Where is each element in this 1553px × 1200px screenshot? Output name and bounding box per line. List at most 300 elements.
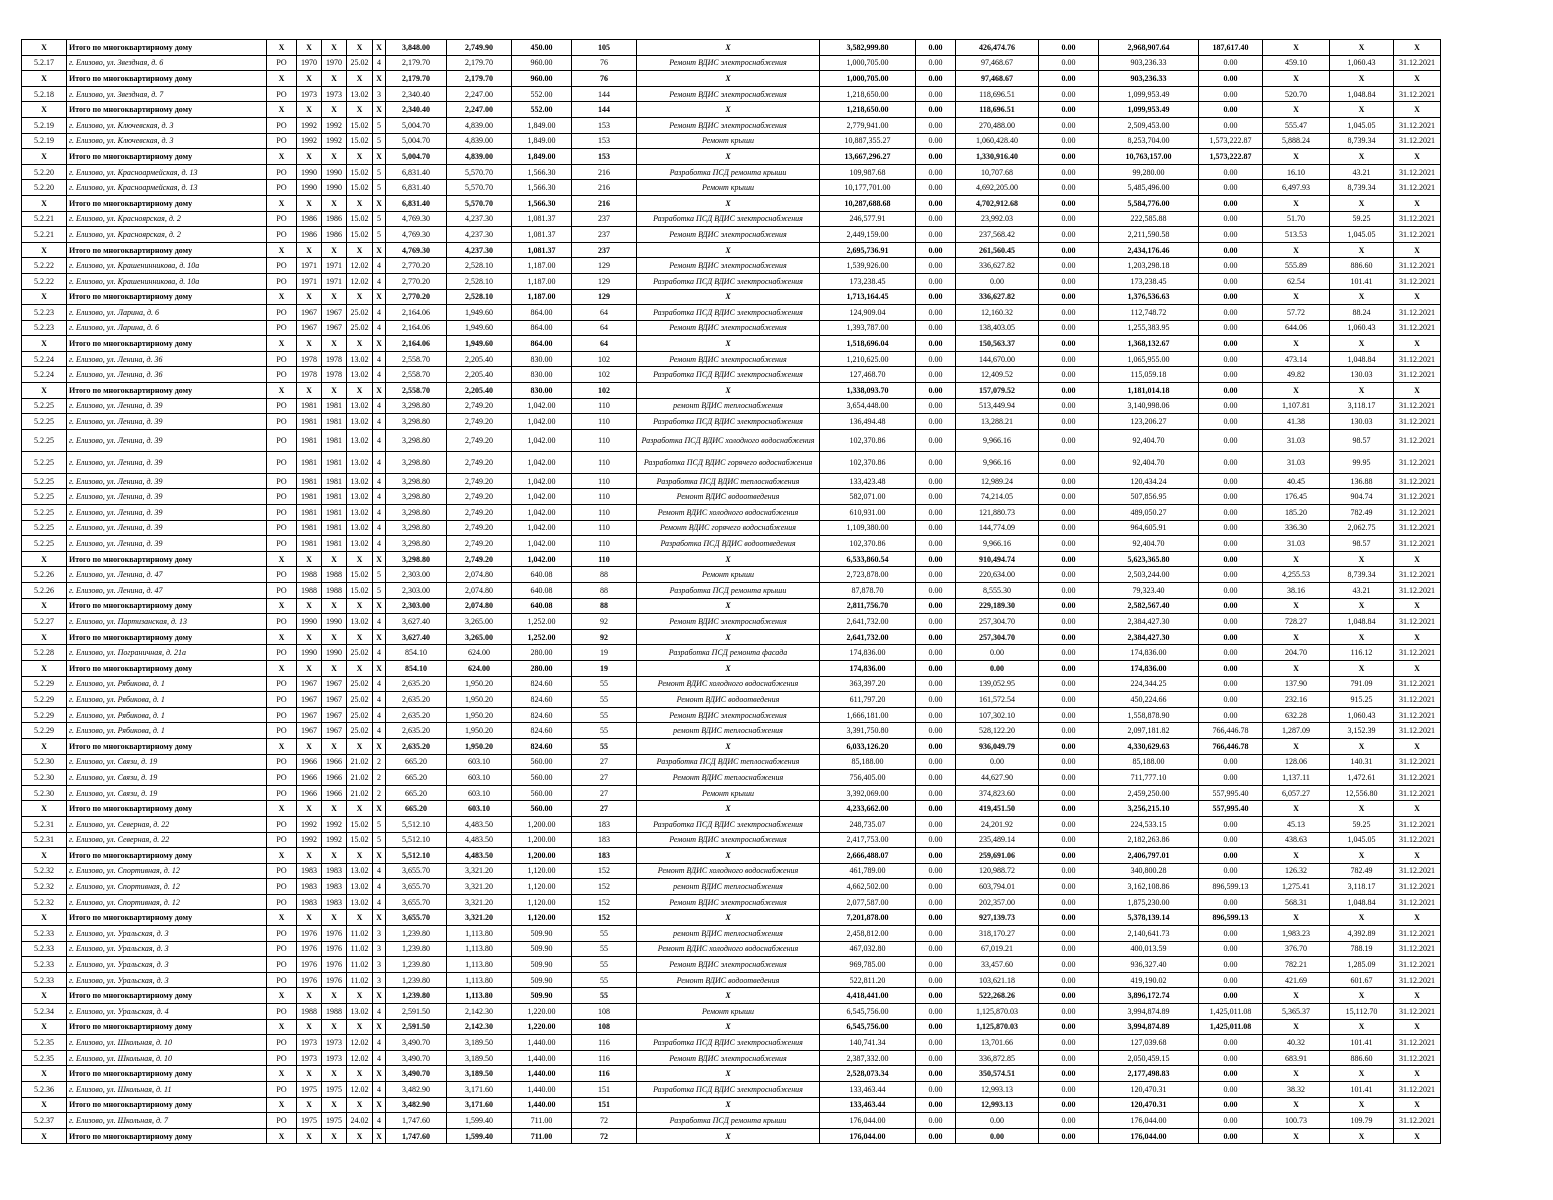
table-row — [22, 785, 1441, 801]
table-cell: X — [322, 242, 347, 258]
table-cell: 1,440.00 — [512, 1050, 572, 1066]
table-cell: 624.00 — [447, 645, 512, 661]
table-cell: X — [267, 149, 297, 165]
table-cell: X — [1394, 801, 1441, 817]
table-cell: 140,741.34 — [820, 1035, 916, 1051]
table-cell: X — [267, 242, 297, 258]
table-cell: 3,189.50 — [447, 1050, 512, 1066]
table-cell: г. Елизово, ул. Школьная, д. 10 — [67, 1035, 267, 1051]
table-cell: 13.02 — [347, 520, 373, 536]
table-cell: 31.12.2021 — [1394, 320, 1441, 336]
table-cell: Ремонт ВДИС водоотведения — [637, 692, 820, 708]
table-cell: 0.00 — [916, 1113, 956, 1129]
table-cell: 0.00 — [1199, 489, 1263, 505]
table-cell: г. Елизово, ул. Крашенинникова, д. 10а — [67, 273, 267, 289]
table-cell: РО — [267, 86, 297, 102]
table-cell: X — [373, 988, 386, 1004]
table-cell: 15,112.70 — [1330, 1004, 1394, 1020]
table-cell: 5,378,139.14 — [1099, 910, 1199, 926]
table-cell: 1,275.41 — [1263, 879, 1330, 895]
table-cell: 4,237.30 — [447, 227, 512, 243]
table-cell: 105 — [572, 40, 637, 56]
table-cell: 0.00 — [916, 336, 956, 352]
table-cell: 152 — [572, 863, 637, 879]
table-cell: 1976 — [297, 926, 322, 942]
table-cell: 522,811.20 — [820, 972, 916, 988]
table-row — [22, 305, 1441, 321]
table-cell: 15.02 — [347, 133, 373, 149]
table-cell: 15.02 — [347, 164, 373, 180]
table-cell: 1,120.00 — [512, 879, 572, 895]
table-cell: 144,670.00 — [956, 351, 1039, 367]
table-cell: 1,137.11 — [1263, 770, 1330, 786]
table-cell: 489,050.27 — [1099, 505, 1199, 521]
table-cell: 0.00 — [1199, 336, 1263, 352]
table-cell: X — [267, 629, 297, 645]
table-cell: 101.41 — [1330, 1035, 1394, 1051]
table-cell: 854.10 — [386, 645, 447, 661]
table-cell: X — [347, 988, 373, 1004]
table-cell: РО — [267, 414, 297, 430]
table-cell: 174,836.00 — [1099, 660, 1199, 676]
table-cell: 72 — [572, 1128, 637, 1144]
table-cell: 110 — [572, 505, 637, 521]
table-cell: 1,368,132.67 — [1099, 336, 1199, 352]
table-cell: Разработка ПСД ремонта крыши — [637, 164, 820, 180]
table-cell: г. Елизово, ул. Ленина, д. 39 — [67, 473, 267, 489]
table-cell: X — [322, 102, 347, 118]
table-cell: 2,635.20 — [386, 707, 447, 723]
table-cell: 0.00 — [1039, 801, 1099, 817]
table-cell: г. Елизово, ул. Связи, д. 19 — [67, 770, 267, 786]
table-cell: 1,042.00 — [512, 551, 572, 567]
table-cell: 0.00 — [1039, 910, 1099, 926]
table-cell: 3,994,874.89 — [1099, 1004, 1199, 1020]
table-cell: 25.02 — [347, 676, 373, 692]
table-cell: г. Елизово, ул. Ленина, д. 47 — [67, 567, 267, 583]
table-cell: 0.00 — [916, 398, 956, 414]
table-cell: 964,605.91 — [1099, 520, 1199, 536]
table-cell: 461,789.00 — [820, 863, 916, 879]
table-cell: 3,298.80 — [386, 520, 447, 536]
table-cell: 246,577.91 — [820, 211, 916, 227]
table-cell: X — [1394, 40, 1441, 56]
table-cell: 0.00 — [916, 305, 956, 321]
table-cell: 1967 — [322, 676, 347, 692]
table-cell: 1967 — [322, 723, 347, 739]
table-cell: 5.2.25 — [22, 505, 67, 521]
table-row — [22, 567, 1441, 583]
table-cell: 4 — [373, 536, 386, 552]
table-cell: 5.2.35 — [22, 1050, 67, 1066]
table-cell: 4,418,441.00 — [820, 988, 916, 1004]
table-cell: 1,218,650.00 — [820, 86, 916, 102]
table-cell: 0.00 — [1039, 614, 1099, 630]
table-cell: 1976 — [322, 941, 347, 957]
table-cell: 110 — [572, 429, 637, 451]
table-cell: 6,033,126.20 — [820, 738, 916, 754]
table-cell: г. Елизово, ул. Ключевская, д. 3 — [67, 117, 267, 133]
table-cell: 21.02 — [347, 770, 373, 786]
table-cell: 791.09 — [1330, 676, 1394, 692]
table-cell: 0.00 — [916, 926, 956, 942]
table-cell: Разработка ПСД ВДИС холодного водоснабжения — [637, 429, 820, 451]
table-cell: 0.00 — [916, 629, 956, 645]
table-cell: РО — [267, 505, 297, 521]
table-cell: 824.60 — [512, 676, 572, 692]
table-cell: 1,060,428.40 — [956, 133, 1039, 149]
table-cell: X — [373, 336, 386, 352]
table-cell: X — [297, 383, 322, 399]
table-cell: Ремонт ВДИС электроснабжения — [637, 1050, 820, 1066]
table-cell: 0.00 — [1199, 195, 1263, 211]
table-cell: 0.00 — [1199, 957, 1263, 973]
table-cell: 1976 — [322, 957, 347, 973]
table-cell: 2,641,732.00 — [820, 614, 916, 630]
table-row — [22, 227, 1441, 243]
table-cell: 336.30 — [1263, 520, 1330, 536]
table-cell: Итого по многоквартирному дому — [67, 1128, 267, 1144]
table-row — [22, 86, 1441, 102]
table-cell: 3,655.70 — [386, 863, 447, 879]
table-cell: 0.00 — [1039, 785, 1099, 801]
table-cell: X — [347, 848, 373, 864]
table-cell: 31.12.2021 — [1394, 258, 1441, 274]
table-cell: 1976 — [297, 957, 322, 973]
table-cell: 0.00 — [1039, 645, 1099, 661]
table-cell: 3,298.80 — [386, 536, 447, 552]
table-row — [22, 879, 1441, 895]
table-cell: 280.00 — [512, 660, 572, 676]
table-cell: 5.2.31 — [22, 832, 67, 848]
table-cell: 31.12.2021 — [1394, 879, 1441, 895]
table-cell: 6,057.27 — [1263, 785, 1330, 801]
table-cell: 2,449,159.00 — [820, 227, 916, 243]
table-cell: 2,179.70 — [447, 71, 512, 87]
table-cell: РО — [267, 258, 297, 274]
table-cell: 31.12.2021 — [1394, 451, 1441, 473]
table-cell: 473.14 — [1263, 351, 1330, 367]
table-cell: 2,591.50 — [386, 1004, 447, 1020]
table-cell: 110 — [572, 473, 637, 489]
table-cell: 2,749.20 — [447, 520, 512, 536]
table-cell: г. Елизово, ул. Ленина, д. 39 — [67, 429, 267, 451]
table-cell: 12.02 — [347, 1082, 373, 1098]
table-cell: 5,004.70 — [386, 133, 447, 149]
table-cell: 0.00 — [1039, 972, 1099, 988]
table-cell: РО — [267, 941, 297, 957]
table-cell: 108 — [572, 1019, 637, 1035]
table-cell: 128.06 — [1263, 754, 1330, 770]
table-cell: 3,627.40 — [386, 614, 447, 630]
table-cell: г. Елизово, ул. Школьная, д. 11 — [67, 1082, 267, 1098]
table-cell: 0.00 — [916, 1082, 956, 1098]
table-cell: 3 — [373, 957, 386, 973]
table-cell: 2,303.00 — [386, 598, 447, 614]
table-cell: 99.95 — [1330, 451, 1394, 473]
table-cell: 1990 — [297, 614, 322, 630]
table-cell: 0.00 — [1039, 1128, 1099, 1144]
table-cell: X — [297, 71, 322, 87]
table-cell: 5.2.29 — [22, 692, 67, 708]
table-cell: 0.00 — [916, 707, 956, 723]
table-cell: 8,253,704.00 — [1099, 133, 1199, 149]
table-cell: 1,042.00 — [512, 536, 572, 552]
table-cell: 0.00 — [1199, 926, 1263, 942]
table-cell: 2,142.30 — [447, 1019, 512, 1035]
table-cell: 560.00 — [512, 754, 572, 770]
table-cell: 2,384,427.30 — [1099, 614, 1199, 630]
table-cell: 0.00 — [1039, 723, 1099, 739]
table-cell: 109,987.68 — [820, 164, 916, 180]
table-cell: 101.41 — [1330, 1082, 1394, 1098]
table-cell: 2,770.20 — [386, 289, 447, 305]
table-cell: 0.00 — [1039, 692, 1099, 708]
table-cell: 55 — [572, 957, 637, 973]
table-cell: X — [297, 598, 322, 614]
table-cell: 2,179.70 — [386, 71, 447, 87]
table-cell: X — [297, 195, 322, 211]
table-cell: X — [347, 149, 373, 165]
table-cell: 133,463.44 — [820, 1097, 916, 1113]
table-cell: 1,747.60 — [386, 1113, 447, 1129]
table-cell: 0.00 — [1199, 988, 1263, 1004]
table-cell: 5.2.35 — [22, 1035, 67, 1051]
table-cell: 3,152.39 — [1330, 723, 1394, 739]
table-cell: 43.21 — [1330, 583, 1394, 599]
table-row — [22, 489, 1441, 505]
table-cell: 0.00 — [1039, 1004, 1099, 1020]
table-cell: 5 — [373, 567, 386, 583]
table-cell: 3,582,999.80 — [820, 40, 916, 56]
table-cell: Итого по многоквартирному дому — [67, 1066, 267, 1082]
table-cell: 5.2.25 — [22, 451, 67, 473]
table-cell: 0.00 — [1039, 40, 1099, 56]
table-cell: 0.00 — [956, 1128, 1039, 1144]
table-cell: 2,591.50 — [386, 1019, 447, 1035]
table-row — [22, 414, 1441, 430]
table-cell: 1990 — [297, 645, 322, 661]
table-cell: Разработка ПСД ВДИС водоотведения — [637, 536, 820, 552]
table-cell: 2,417,753.00 — [820, 832, 916, 848]
table-cell: 7,201,878.00 — [820, 910, 916, 926]
table-row — [22, 723, 1441, 739]
table-cell: 4 — [373, 429, 386, 451]
table-cell: X — [322, 848, 347, 864]
table-cell: 4,692,205.00 — [956, 180, 1039, 196]
table-cell: 2,723,878.00 — [820, 567, 916, 583]
table-cell: 1981 — [322, 414, 347, 430]
table-cell: 108 — [572, 1004, 637, 1020]
table-cell: 1990 — [322, 180, 347, 196]
table-cell: X — [1263, 1097, 1330, 1113]
table-cell: 0.00 — [916, 102, 956, 118]
table-cell: 0.00 — [1199, 848, 1263, 864]
table-cell: 110 — [572, 398, 637, 414]
table-cell: РО — [267, 926, 297, 942]
table-cell: X — [322, 71, 347, 87]
table-cell: г. Елизово, ул. Ленина, д. 39 — [67, 536, 267, 552]
table-cell: 0.00 — [916, 149, 956, 165]
table-cell: 1,187.00 — [512, 258, 572, 274]
table-cell: 2,558.70 — [386, 351, 447, 367]
table-cell: 31.12.2021 — [1394, 1050, 1441, 1066]
table-cell: 1,048.84 — [1330, 614, 1394, 630]
table-cell: 864.00 — [512, 320, 572, 336]
table-cell: X — [1394, 1097, 1441, 1113]
table-cell: X — [1263, 738, 1330, 754]
total-row — [22, 102, 1441, 118]
table-cell: 31.12.2021 — [1394, 305, 1441, 321]
table-cell: 0.00 — [1199, 273, 1263, 289]
table-cell: 45.13 — [1263, 816, 1330, 832]
table-row — [22, 351, 1441, 367]
table-cell: 102 — [572, 351, 637, 367]
table-cell: 31.12.2021 — [1394, 117, 1441, 133]
table-cell: Итого по многоквартирному дому — [67, 40, 267, 56]
table-cell: Ремонт крыши — [637, 1004, 820, 1020]
table-cell: 4,233,662.00 — [820, 801, 916, 817]
table-cell: 0.00 — [916, 164, 956, 180]
table-cell: 13.02 — [347, 429, 373, 451]
table-cell: 2,749.20 — [447, 505, 512, 521]
table-cell: 15.02 — [347, 832, 373, 848]
table-cell: 5.2.26 — [22, 583, 67, 599]
table-cell: 27 — [572, 785, 637, 801]
table-cell: 513.53 — [1263, 227, 1330, 243]
table-cell: 6,545,756.00 — [820, 1004, 916, 1020]
table-cell: Итого по многоквартирному дому — [67, 910, 267, 926]
table-cell: 1983 — [322, 894, 347, 910]
table-cell: X — [373, 848, 386, 864]
table-cell: 665.20 — [386, 785, 447, 801]
table-cell: 1,099,953.49 — [1099, 102, 1199, 118]
table-cell: 31.12.2021 — [1394, 414, 1441, 430]
table-cell: 13,667,296.27 — [820, 149, 916, 165]
table-cell: 640.08 — [512, 598, 572, 614]
table-cell: 4 — [373, 1050, 386, 1066]
table-cell: Разработка ПСД ВДИС электроснабжения — [637, 1035, 820, 1051]
table-cell: 0.00 — [1039, 707, 1099, 723]
table-cell: 1,060.43 — [1330, 55, 1394, 71]
table-cell: РО — [267, 367, 297, 383]
table-cell: 13.02 — [347, 367, 373, 383]
table-cell: 1990 — [297, 180, 322, 196]
table-cell: 1,200.00 — [512, 816, 572, 832]
table-cell: 5,623,365.80 — [1099, 551, 1199, 567]
table-cell: 1,239.80 — [386, 941, 447, 957]
table-cell: 1988 — [297, 583, 322, 599]
table-cell: 0.00 — [1199, 1113, 1263, 1129]
table-cell: 3 — [373, 926, 386, 942]
table-cell: г. Елизово, ул. Ларина, д. 6 — [67, 305, 267, 321]
table-cell: РО — [267, 305, 297, 321]
table-cell: 5.2.29 — [22, 723, 67, 739]
table-cell: РО — [267, 211, 297, 227]
table-cell: 640.08 — [512, 583, 572, 599]
table-cell: 110 — [572, 551, 637, 567]
table-cell: 1,849.00 — [512, 149, 572, 165]
table-cell: 1,949.60 — [447, 305, 512, 321]
table-cell: г. Елизово, ул. Рябикова, д. 1 — [67, 676, 267, 692]
table-row — [22, 398, 1441, 414]
table-cell: 509.90 — [512, 988, 572, 1004]
table-cell: 62.54 — [1263, 273, 1330, 289]
table-cell: Ремонт крыши — [637, 133, 820, 149]
table-cell: 0.00 — [1199, 551, 1263, 567]
table-cell: 1988 — [322, 583, 347, 599]
table-cell: 0.00 — [916, 211, 956, 227]
table-cell: 1,113.80 — [447, 926, 512, 942]
table-cell: 259,691.06 — [956, 848, 1039, 864]
table-cell: 31.12.2021 — [1394, 398, 1441, 414]
table-cell: г. Елизово, ул. Красноярская, д. 2 — [67, 211, 267, 227]
table-cell: 0.00 — [916, 273, 956, 289]
table-cell: 1,950.20 — [447, 738, 512, 754]
table-cell: 4 — [373, 451, 386, 473]
total-row — [22, 848, 1441, 864]
table-cell: X — [373, 1066, 386, 1082]
table-cell: 176,044.00 — [1099, 1113, 1199, 1129]
table-cell: 0.00 — [1039, 242, 1099, 258]
table-cell: 25.02 — [347, 305, 373, 321]
table-cell: 1981 — [322, 536, 347, 552]
table-cell: 0.00 — [916, 55, 956, 71]
table-cell: 3,655.70 — [386, 879, 447, 895]
table-cell: 1,566.30 — [512, 164, 572, 180]
table-cell: 41.38 — [1263, 414, 1330, 430]
total-row — [22, 1097, 1441, 1113]
table-cell: 336,627.82 — [956, 258, 1039, 274]
table-cell: 151 — [572, 1097, 637, 1113]
table-cell: X — [373, 1019, 386, 1035]
table-cell: X — [267, 551, 297, 567]
table-cell: X — [637, 242, 820, 258]
table-cell: 766,446.78 — [1199, 738, 1263, 754]
table-cell: Итого по многоквартирному дому — [67, 988, 267, 1004]
table-cell: 153 — [572, 133, 637, 149]
table-cell: 176.45 — [1263, 489, 1330, 505]
table-cell: 12,993.13 — [956, 1097, 1039, 1113]
table-cell: 11.02 — [347, 957, 373, 973]
table-cell: 57.72 — [1263, 305, 1330, 321]
total-row — [22, 598, 1441, 614]
table-cell: 0.00 — [916, 320, 956, 336]
table-cell: 25.02 — [347, 692, 373, 708]
table-cell: 112,748.72 — [1099, 305, 1199, 321]
table-cell: X — [1330, 551, 1394, 567]
table-cell: 0.00 — [1039, 1113, 1099, 1129]
table-cell: X — [297, 1066, 322, 1082]
table-cell: 0.00 — [1039, 489, 1099, 505]
table-cell: 116 — [572, 1066, 637, 1082]
table-cell: 5.2.19 — [22, 133, 67, 149]
table-cell: 3,298.80 — [386, 414, 447, 430]
table-cell: 1986 — [297, 211, 322, 227]
table-cell: Итого по многоквартирному дому — [67, 383, 267, 399]
table-cell: X — [1330, 289, 1394, 305]
table-cell: 129 — [572, 258, 637, 274]
table-cell: 1,950.20 — [447, 676, 512, 692]
table-cell: 216 — [572, 195, 637, 211]
total-row — [22, 195, 1441, 211]
table-row — [22, 473, 1441, 489]
table-row — [22, 926, 1441, 942]
table-cell: 115,059.18 — [1099, 367, 1199, 383]
table-cell: 31.12.2021 — [1394, 227, 1441, 243]
table-cell: X — [1263, 195, 1330, 211]
table-cell: 3,118.17 — [1330, 879, 1394, 895]
